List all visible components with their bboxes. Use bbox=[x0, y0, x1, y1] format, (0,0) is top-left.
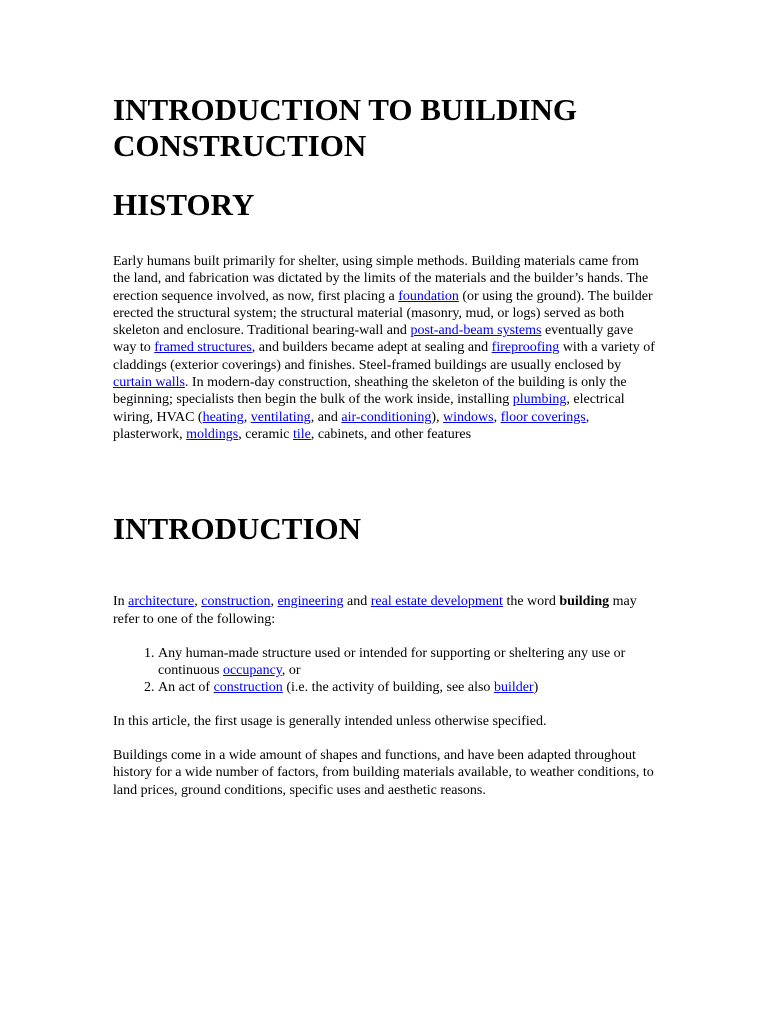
link-foundation[interactable]: foundation bbox=[398, 288, 459, 304]
intro-text-2: , bbox=[270, 594, 278, 610]
history-text-9: ), bbox=[431, 409, 443, 425]
link-air-conditioning[interactable]: air-conditioning bbox=[341, 409, 432, 425]
link-framed-structures[interactable]: framed structures bbox=[154, 340, 252, 356]
history-heading: HISTORY bbox=[113, 187, 255, 222]
link-tile[interactable]: tile bbox=[293, 426, 311, 442]
history-text-7: , bbox=[243, 409, 251, 425]
history-text-1: (or using the ground). The builder erected the structural system; the structural material (masonry, mud, or logs) served as both skeleton and enclosure. Traditional bearing-wall and bbox=[113, 288, 653, 339]
link-builder[interactable]: builder bbox=[493, 680, 534, 696]
intro-text-4: the word bbox=[502, 594, 560, 610]
link-windows[interactable]: windows bbox=[443, 409, 494, 425]
history-text-4: with a variety of claddings (exterior coverings) and finishes. Steel-framed buildings are usually enclosed by bbox=[113, 340, 655, 373]
list-item-1-text-1: , or bbox=[281, 663, 301, 679]
history-text-6: , electrical wiring, HVAC ( bbox=[113, 392, 625, 425]
history-paragraph bbox=[113, 253, 658, 443]
definitions-list bbox=[113, 645, 658, 697]
list-item-2-text-1: (i.e. the activity of building, see also bbox=[282, 680, 494, 696]
article-usage-paragraph: In this article, the first usage is generally intended unless otherwise specified. bbox=[113, 713, 547, 729]
link-plumbing[interactable]: plumbing bbox=[512, 392, 567, 408]
history-text-2: eventually gave way to bbox=[113, 323, 634, 356]
document-content bbox=[113, 92, 658, 799]
list-item-2-text-2: ) bbox=[533, 680, 539, 696]
list-item bbox=[158, 679, 658, 696]
document-title: INTRODUCTION TO BUILDING CONSTRUCTION bbox=[113, 92, 577, 163]
link-construction[interactable]: construction bbox=[201, 594, 271, 610]
list-item bbox=[158, 645, 658, 680]
link-ventilating[interactable]: ventilating bbox=[250, 409, 311, 425]
link-real-estate-development[interactable]: real estate development bbox=[370, 594, 503, 610]
list-item-2-text-0: An act of bbox=[158, 680, 214, 696]
link-floor-coverings[interactable]: floor coverings bbox=[500, 409, 586, 425]
buildings-shapes-paragraph: Buildings come in a wide amount of shapes and functions, and have been adapted throughout history for a wide number of factors, from building materials available, to weather conditions, to land prices, ground conditions, specific uses and aesthetic reasons. bbox=[113, 748, 654, 798]
history-text-8: , and bbox=[310, 409, 342, 425]
introduction-lead-paragraph bbox=[113, 593, 658, 628]
history-text-11: , plasterwork, bbox=[113, 409, 590, 442]
link-fireproofing[interactable]: fireproofing bbox=[491, 340, 560, 356]
history-text-3: , and builders became adept at sealing and bbox=[251, 340, 492, 356]
link-construction-activity[interactable]: construction bbox=[213, 680, 283, 696]
link-curtain-walls[interactable]: curtain walls bbox=[113, 375, 185, 391]
history-text-0: Early humans built primarily for shelter, using simple methods. Building materials came from the land, and fabrication was dictated by the limits of the materials and the builder’s hands. The erection sequence involved, as now, first placing a bbox=[113, 254, 649, 304]
history-text-10: , bbox=[493, 409, 501, 425]
history-text-13: , cabinets, and other features bbox=[310, 426, 472, 442]
history-text-5: . In modern-day construction, sheathing the skeleton of the building is only the beginning; specialists then begin the bulk of the work inside, installing bbox=[113, 375, 627, 408]
link-moldings[interactable]: moldings bbox=[186, 426, 239, 442]
intro-text-0: In bbox=[113, 594, 129, 610]
link-architecture[interactable]: architecture bbox=[128, 594, 195, 610]
intro-text-5: may refer to one of the following: bbox=[113, 594, 637, 627]
bold-term-building: building bbox=[559, 594, 610, 610]
intro-text-1: , bbox=[194, 594, 202, 610]
introduction-heading: INTRODUCTION bbox=[113, 511, 362, 547]
link-post-and-beam-systems[interactable]: post-and-beam systems bbox=[410, 323, 542, 339]
list-item-1-text-0: Any human-made structure used or intended for supporting or sheltering any use or continuous bbox=[158, 645, 626, 679]
link-engineering[interactable]: engineering bbox=[277, 594, 344, 610]
link-occupancy[interactable]: occupancy bbox=[222, 663, 282, 679]
link-heating[interactable]: heating bbox=[202, 409, 244, 425]
intro-text-3: and bbox=[343, 594, 371, 610]
history-text-12: , ceramic bbox=[238, 426, 294, 442]
